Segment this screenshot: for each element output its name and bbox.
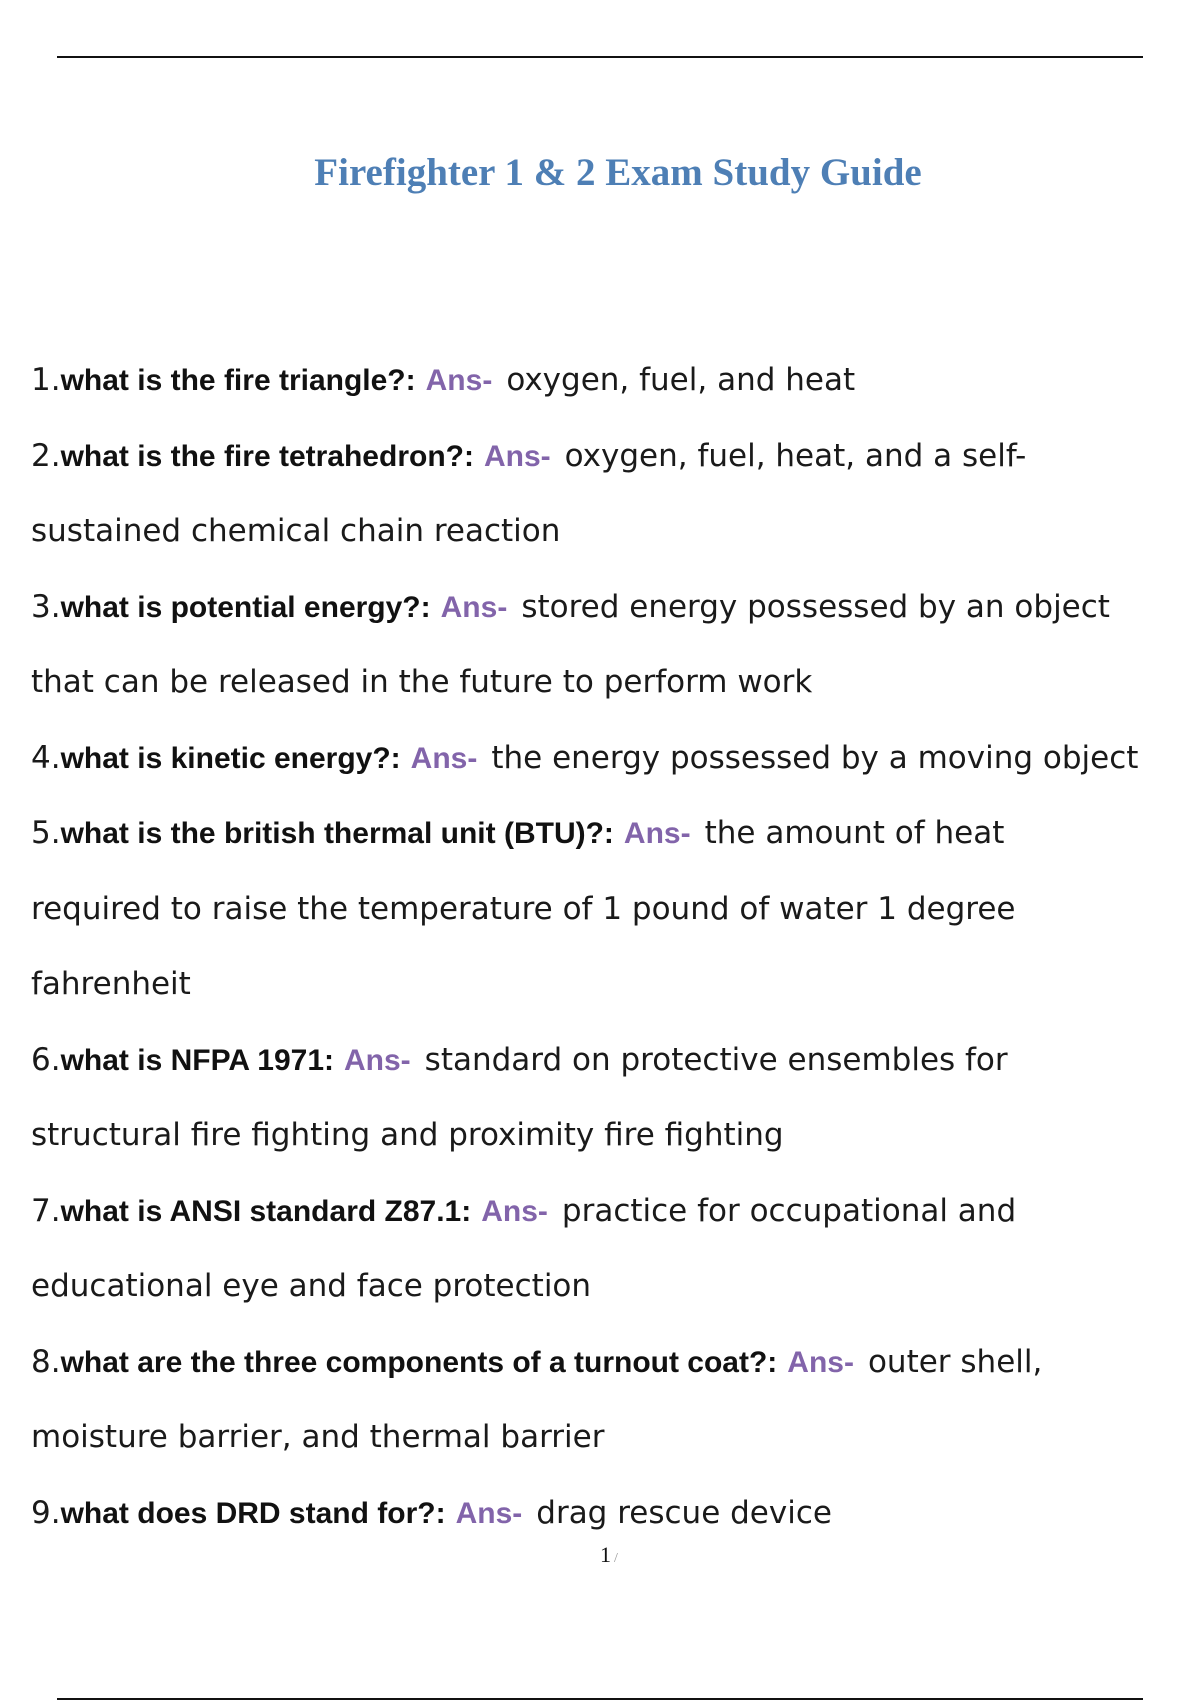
qa-item-2: [31, 424, 1181, 500]
item-number: 1.: [31, 362, 61, 398]
qa-item-4: [31, 726, 1181, 802]
question-text: what is potential energy?:: [60, 590, 431, 624]
answer-prefix: Ans-: [440, 590, 508, 624]
item-number: 8.: [31, 1343, 61, 1380]
item-number: 9.: [31, 1494, 61, 1531]
qa-item-7-continuation: [31, 1254, 1181, 1330]
answer-text: stored energy possessed by an object: [521, 588, 1110, 625]
answer-text: educational eye and face protection: [31, 1268, 592, 1304]
qa-item-8-continuation: [31, 1405, 1181, 1481]
page-number-separator: /: [614, 1551, 618, 1566]
answer-text: the energy possessed by a moving object: [491, 739, 1139, 776]
answer-prefix: Ans-: [455, 1496, 523, 1530]
item-number: 2.: [31, 437, 61, 474]
answer-text: drag rescue device: [536, 1494, 832, 1531]
qa-item-5-continuation-2: [31, 952, 1181, 1028]
question-text: what are the three components of a turnout coat?:: [60, 1345, 778, 1379]
qa-item-3: [31, 575, 1181, 651]
answer-prefix: Ans-: [410, 741, 478, 775]
qa-item-8: [31, 1330, 1181, 1406]
answer-text: moisture barrier, and thermal barrier: [31, 1419, 605, 1455]
page-number-value: 1: [600, 1542, 611, 1567]
answer-text: oxygen, fuel, heat, and a self-: [564, 437, 1027, 474]
question-text: what is kinetic energy?:: [60, 741, 401, 775]
item-number: 7.: [31, 1192, 61, 1229]
document-title: Firefighter 1 & 2 Exam Study Guide: [314, 151, 922, 194]
answer-text: fahrenheit: [31, 966, 191, 1002]
qa-item-3-continuation: [31, 650, 1181, 726]
qa-item-6: [31, 1028, 1181, 1104]
item-number: 5.: [31, 815, 61, 851]
item-number: 4.: [31, 739, 61, 776]
answer-text: structural fire fighting and proximity fire fighting: [31, 1117, 784, 1153]
answer-prefix: Ans-: [623, 817, 691, 850]
answer-prefix: Ans-: [483, 439, 551, 473]
answer-prefix: Ans-: [787, 1345, 854, 1379]
qa-item-6-continuation: [31, 1103, 1181, 1179]
answer-prefix: Ans-: [481, 1194, 548, 1228]
answer-prefix: Ans-: [344, 1043, 411, 1077]
answer-text: the amount of heat: [704, 815, 1005, 851]
item-number: 3.: [31, 588, 61, 625]
question-text: what is the british thermal unit (BTU)?:: [60, 817, 614, 850]
question-text: what does DRD stand for?:: [60, 1496, 446, 1530]
question-text: what is NFPA 1971:: [60, 1043, 334, 1077]
answer-text: that can be released in the future to perform work: [31, 664, 813, 700]
qa-item-5: [31, 801, 1181, 877]
answer-text: sustained chemical chain reaction: [31, 513, 561, 549]
answer-text: practice for occupational and: [561, 1192, 1017, 1229]
answer-text: outer shell,: [867, 1343, 1043, 1380]
answer-text: standard on protective ensembles for: [424, 1041, 1008, 1078]
question-text: what is the fire triangle?:: [60, 364, 416, 397]
qa-list: [31, 348, 1181, 1556]
answer-prefix: Ans-: [425, 364, 493, 397]
qa-item-5-continuation: [31, 877, 1181, 953]
qa-item-7: [31, 1179, 1181, 1255]
qa-item-1: [31, 348, 1181, 424]
answer-text: required to raise the temperature of 1 pound of water 1 degree: [31, 890, 1016, 927]
question-text: what is ANSI standard Z87.1:: [60, 1194, 472, 1228]
answer-text: oxygen, fuel, and heat: [506, 362, 856, 398]
page-number: [600, 1542, 618, 1568]
qa-item-2-continuation: [31, 499, 1181, 575]
header-rule: [57, 56, 1143, 58]
item-number: 6.: [31, 1041, 61, 1078]
question-text: what is the fire tetrahedron?:: [60, 439, 474, 473]
